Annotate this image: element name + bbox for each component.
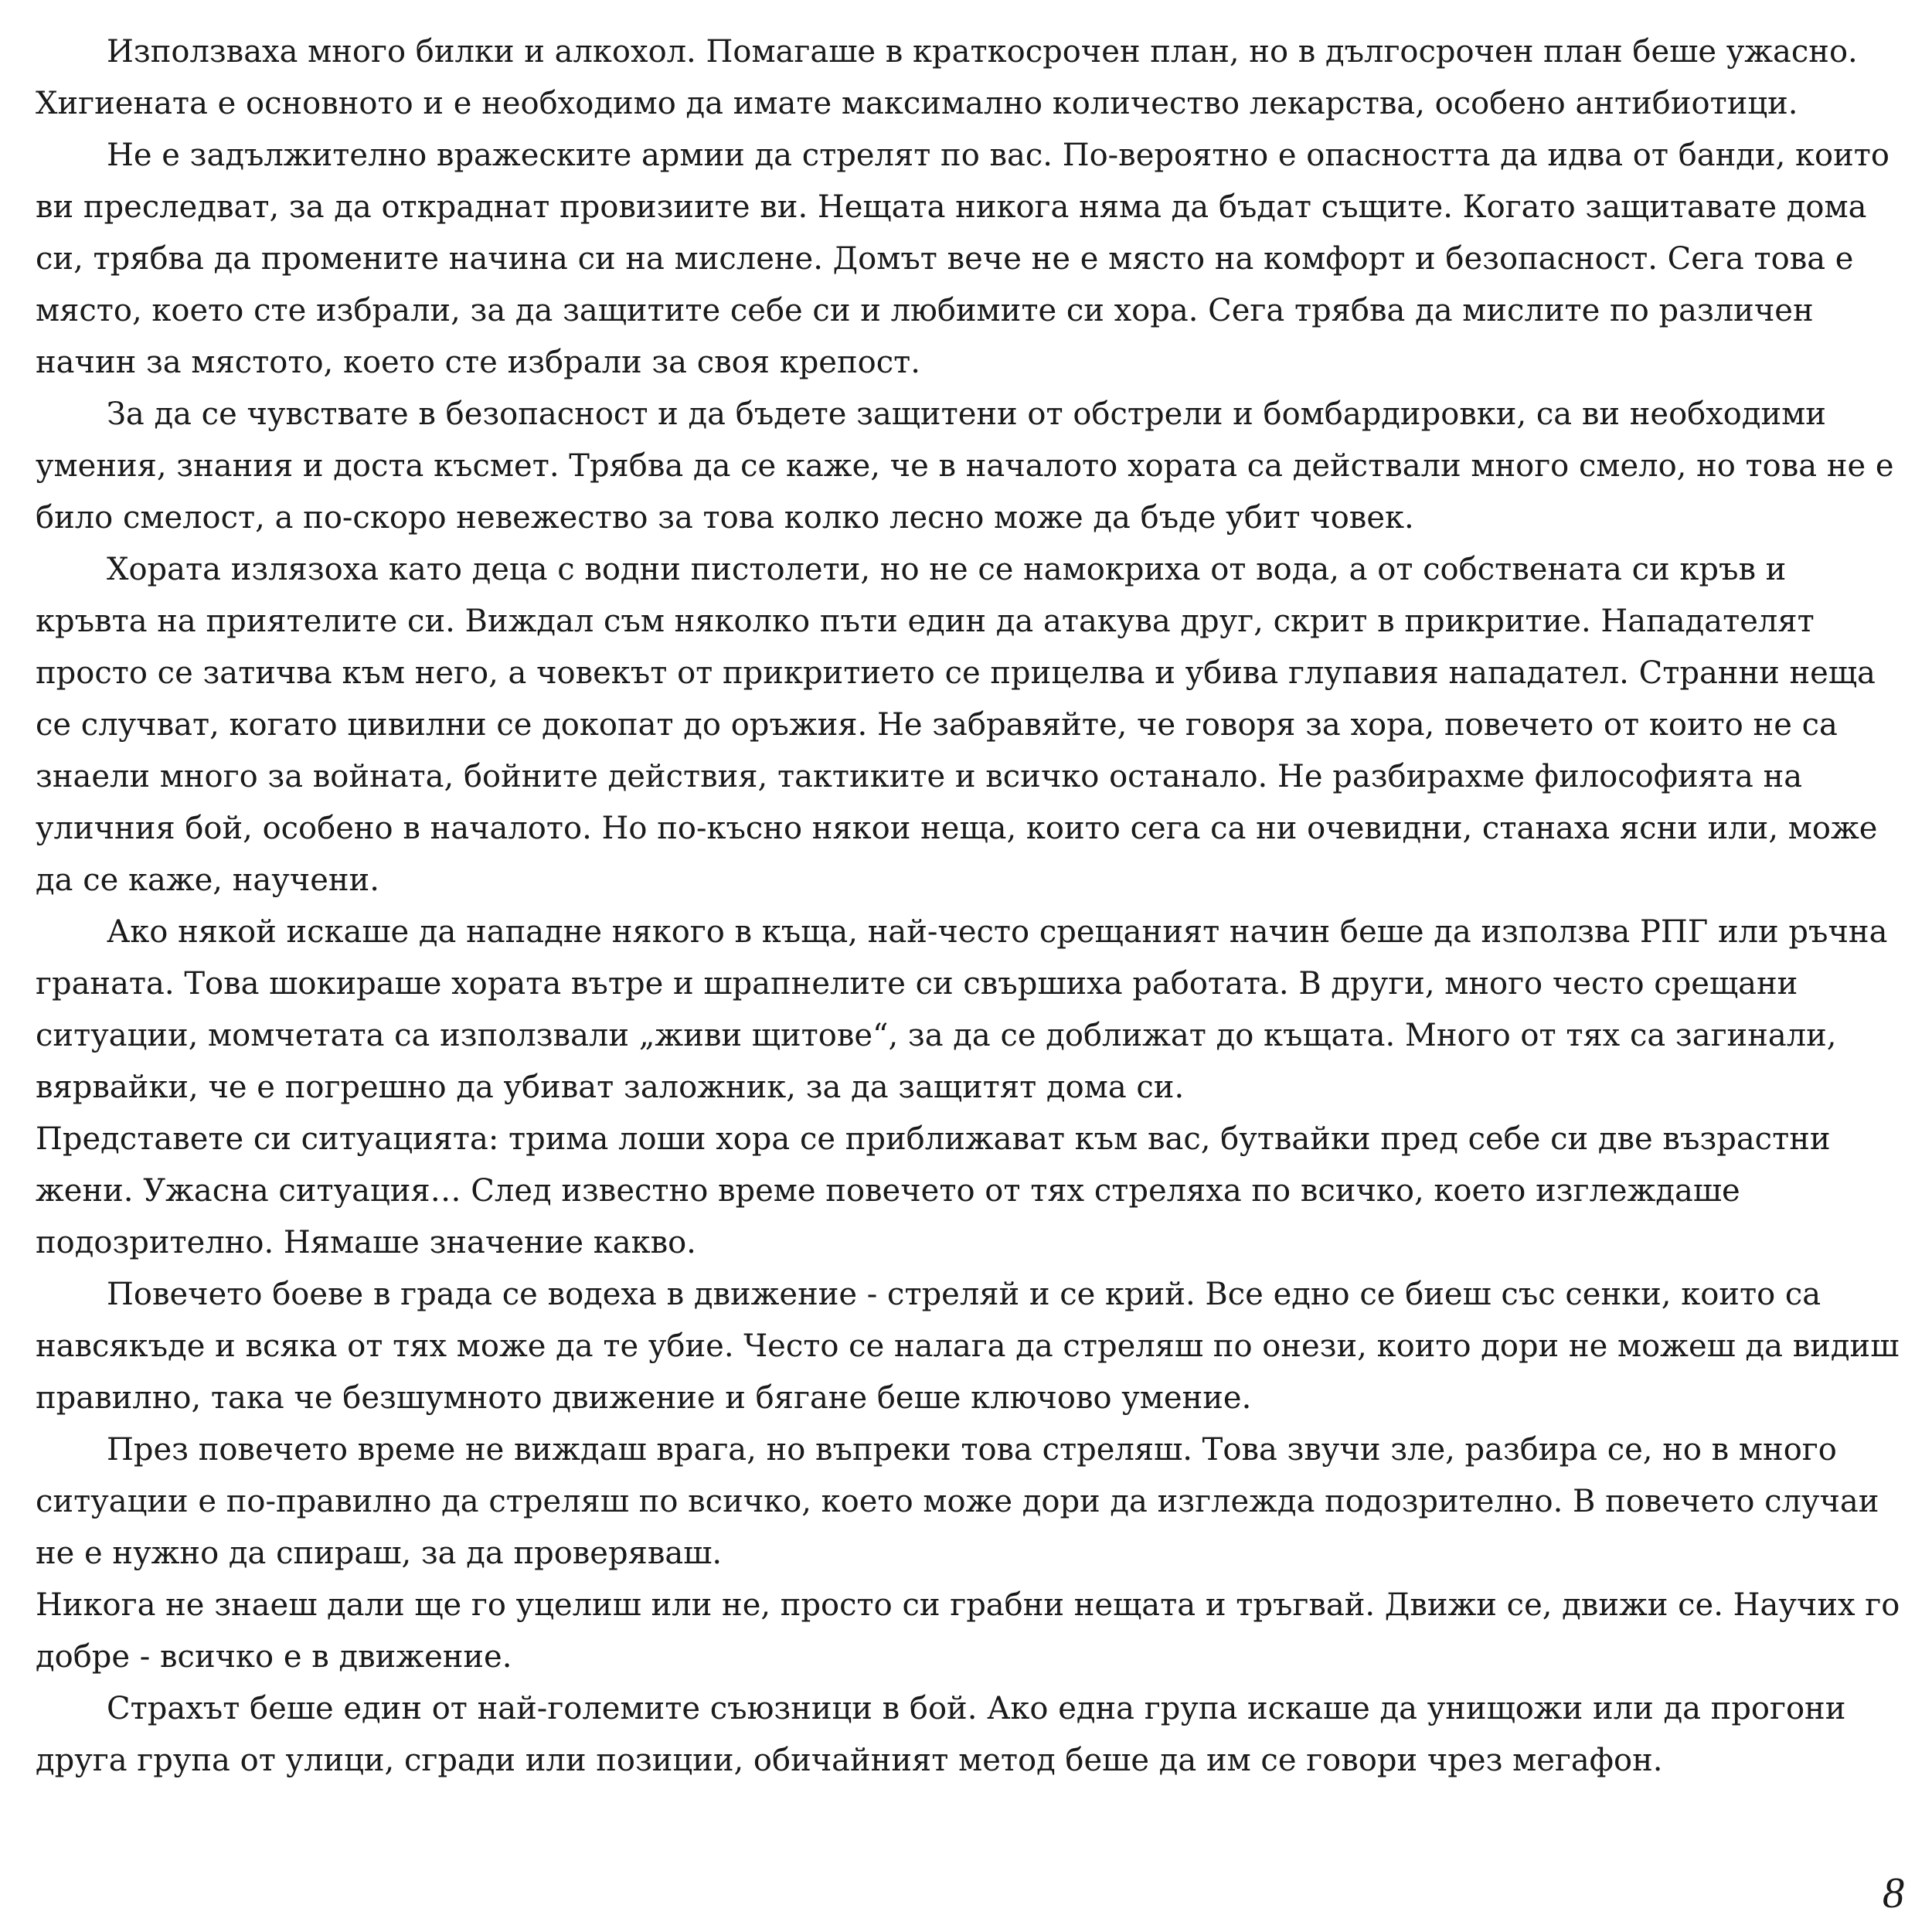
paragraph-6: Представете си ситуацията: трима лоши хора се приближават към вас, бутвайки пред себе си две възрастни жени. Ужасна ситуация… След известно време повечето от тях стреляха по всичко, което изглеждаше подозрително. Нямаше значение какво. xyxy=(36,1121,1831,1260)
paragraph-9: Никога не знаеш дали ще го уцелиш или не, просто си грабни нещата и тръгвай. Движи се, движи се. Научих го добре - всичко е в движение. xyxy=(36,1587,1900,1675)
paragraph-5: Ако някой искаше да нападне някого в къща, най-често срещаният начин беше да използва РПГ или ръчна граната. Това шокираше хората вътре и шрапнелите си свършиха работата. В други, много често срещани ситуации, момчетата са използвали „живи щитове“, за да се доближат до къщата. Много от тях са загинали, вярвайки, че е погрешно да убиват заложник, за да защитят дома си. xyxy=(36,914,1888,1105)
paragraph-3: За да се чувствате в безопасност и да бъдете защитени от обстрели и бомбардировки, са ви необходими умения, знания и доста късмет. Трябва да се каже, че в началото хората са действали много смело, но това не е било смелост, а по-скоро невежество за това колко лесно може да бъде убит човек. xyxy=(36,396,1894,536)
body-text xyxy=(36,26,1906,1787)
paragraph-2: Не е задължително вражеските армии да стрелят по вас. По-вероятно е опасността да идва от банди, които ви преследват, за да откраднат провизиите ви. Нещата никога няма да бъдат същите. Когато защитавате дома си, трябва да промените начина си на мислене. Домът вече не е място на комфорт и безопасност. Сега това е място, което сте избрали, за да защитите себе си и любимите си хора. Сега трябва да мислите по различен начин за мястото, което сте избрали за своя крепост. xyxy=(36,138,1889,380)
paragraph-8: През повечето време не виждаш врага, но въпреки това стреляш. Това звучи зле, разбира се, но в много ситуации е по-правилно да стреляш по всичко, което може дори да изглежда подозрително. В повечето случаи не е нужно да спираш, за да проверяваш. xyxy=(36,1432,1879,1571)
paragraph-1: Използваха много билки и алкохол. Помагаше в краткосрочен план, но в дългосрочен план беше ужасно. Хигиената е основното и е необходимо да имате максимално количество лекарства, особено антибиотици. xyxy=(36,34,1858,121)
paragraph-4: Хората излязоха като деца с водни пистолети, но не се намокриха от вода, а от собствената си кръв и кръвта на приятелите си. Виждал съм няколко пъти един да атакува друг, скрит в прикритие. Нападателят просто се затичва към него, а човекът от прикритието се прицелва и убива глупавия нападател. Странни неща се случват, когато цивилни се докопат до оръжия. Не забравяйте, че говоря за хора, повечето от които не са знаели много за войната, бойните действия, тактиките и всичко останало. Не разбирахме философията на уличния бой, особено в началото. Но по-късно някои неща, които сега са ни очевидни, станаха ясни или, може да се каже, научени. xyxy=(36,552,1878,898)
paragraph-7: Повечето боеве в града се водеха в движение - стреляй и се крий. Все едно се биеш със сенки, които са навсякъде и всяка от тях може да те убие. Често се налага да стреляш по онези, които дори не можеш да видиш правилно, така че безшумното движение и бягане беше ключово умение. xyxy=(36,1277,1900,1416)
paragraph-10: Страхът беше един от най-големите съюзници в бой. Ако една група искаше да унищожи или да прогони друга група от улици, сгради или позиции, обичайният метод беше да им се говори чрез мегафон. xyxy=(36,1691,1846,1778)
page-number: 8 xyxy=(1883,1869,1904,1917)
